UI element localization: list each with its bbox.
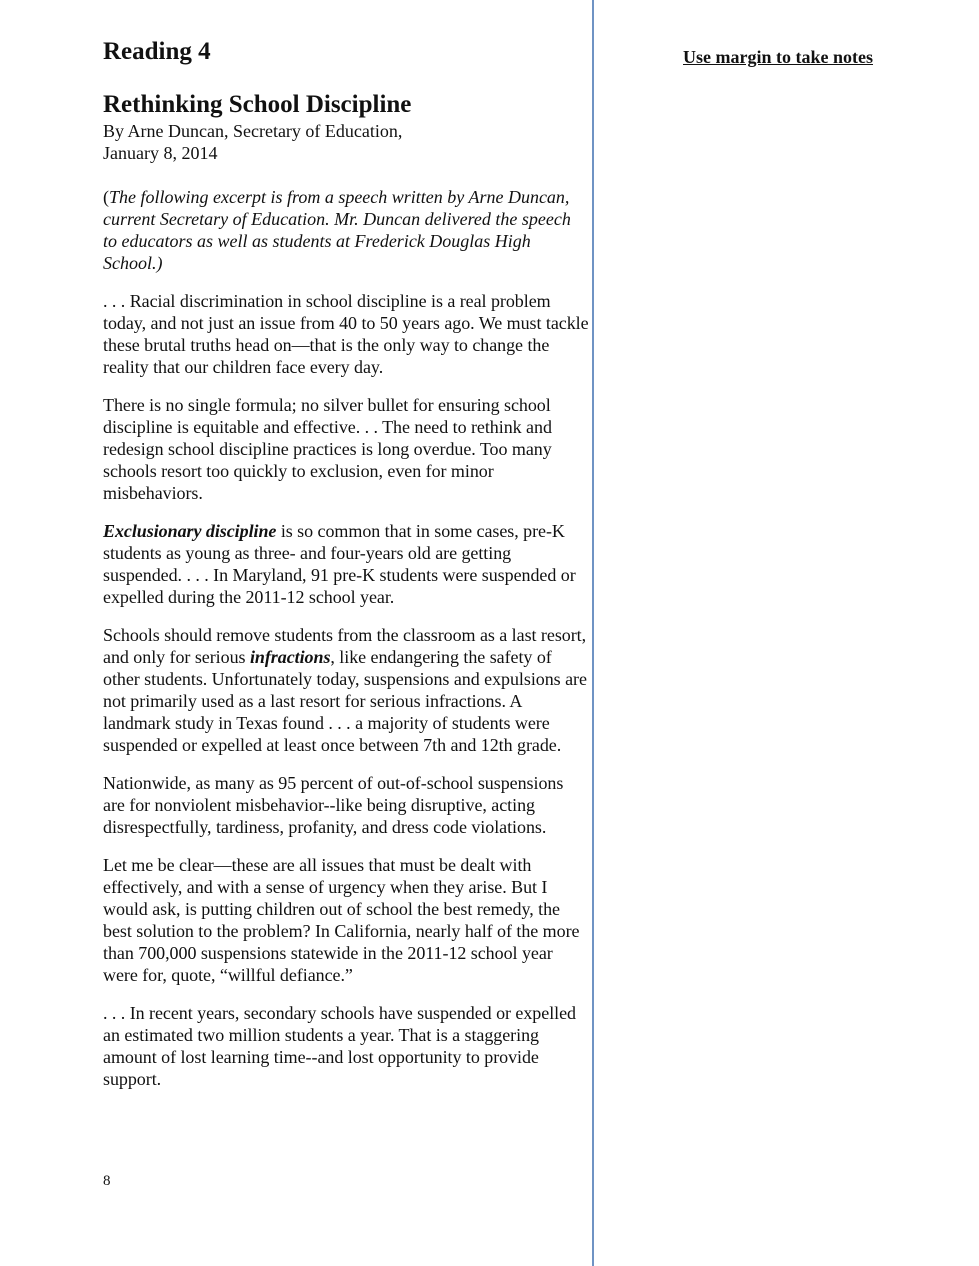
reading-label: Reading 4 [103, 38, 211, 65]
margin-notes-heading: Use margin to take notes [683, 47, 873, 67]
byline [103, 120, 589, 164]
byline-date: January 8, 2014 [103, 143, 218, 163]
paragraph-3-text: is so common that in some cases, pre-K students as young as three- and four-years old are getting suspended. . . . In Maryland, 91 pre-K students were suspended or expelled during the 2011-12 school year. [103, 521, 576, 607]
paragraph-2: There is no single formula; no silver bullet for ensuring school discipline is equitable and effective. . . The need to rethink and redesign school discipline practices is long overdue. Too many schools resort too quickly to exclusion, even for minor misbehaviors. [103, 395, 552, 503]
intro-note [103, 186, 589, 274]
page-number: 8 [103, 1173, 111, 1189]
margin-divider-line [592, 0, 594, 1266]
paragraph-5: Nationwide, as many as 95 percent of out-of-school suspensions are for nonviolent misbehavior--like being disruptive, acting disrespectfully, tardiness, profanity, and dress code violations. [103, 773, 564, 837]
paragraph-1: . . . Racial discrimination in school discipline is a real problem today, and not just an issue from 40 to 50 years ago. We must tackle these brutal truths head on—that is the only way to change the reality that our children face every day. [103, 291, 589, 377]
paragraph-4-text-before: Schools should remove students from the classroom as a last resort, and only for serious [103, 625, 587, 667]
article-title: Rethinking School Discipline [103, 91, 412, 118]
intro-open-paren: ( [103, 187, 109, 207]
term-infractions: infractions [249, 647, 331, 667]
term-exclusionary-discipline: Exclusionary discipline [103, 521, 277, 541]
intro-text: The following excerpt is from a speech written by Arne Duncan, current Secretary of Education. Mr. Duncan delivered the speech to educators as well as students at Frederick Douglas High School.) [103, 187, 571, 273]
byline-author: By Arne Duncan, Secretary of Education, [103, 121, 403, 141]
paragraph-6: Let me be clear—these are all issues that must be dealt with effectively, and with a sense of urgency when they arise. But I would ask, is putting children out of school the best remedy, the best solution to the problem? In California, nearly half of the more than 700,000 suspensions statewide in the 2011-12 school year were for, quote, “willful defiance.” [103, 855, 580, 985]
paragraph-3 [103, 520, 589, 608]
main-column [103, 36, 589, 1090]
paragraph-4-text-after: , like endangering the safety of other students. Unfortunately today, suspensions and expulsions are not primarily used as a last resort for serious infractions. A landmark study in Texas found . . . a majority of students were suspended or expelled at least once between 7th and 12th grade. [103, 647, 587, 755]
paragraph-4 [103, 624, 589, 756]
paragraph-7: . . . In recent years, secondary schools have suspended or expelled an estimated two million students a year. That is a staggering amount of lost learning time--and lost opportunity to provide support. [103, 1003, 576, 1089]
